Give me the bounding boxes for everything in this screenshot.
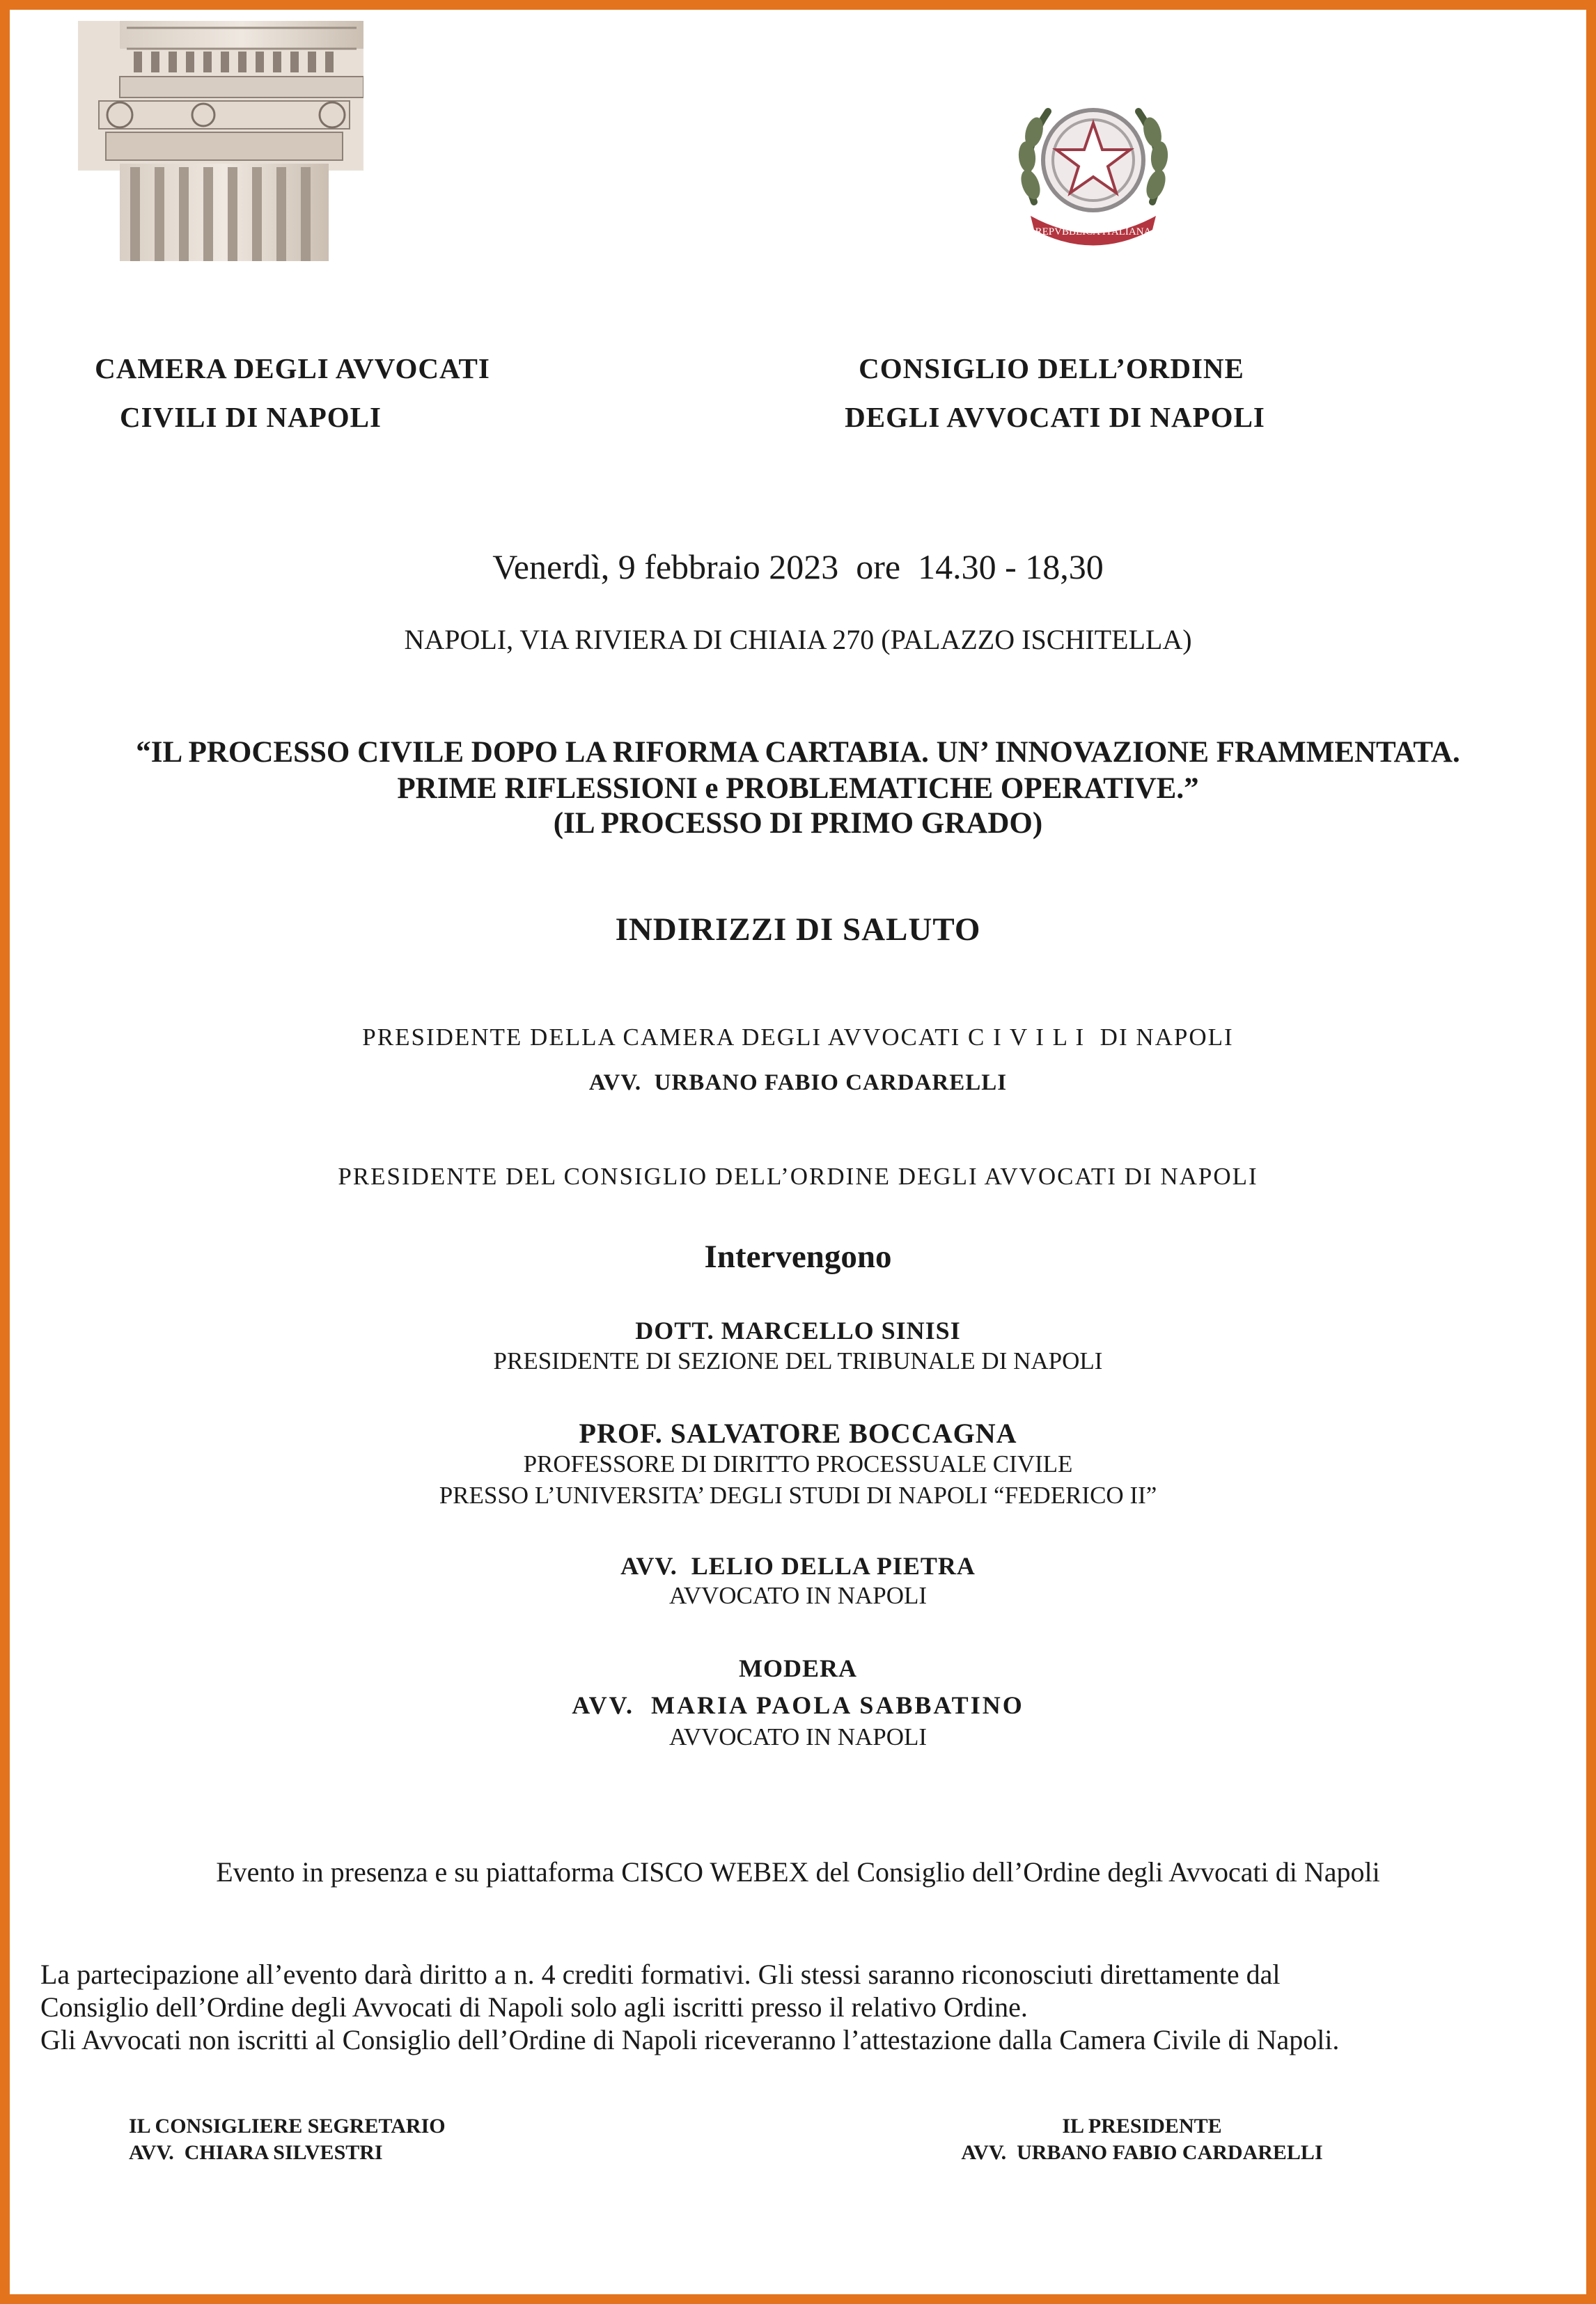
signature-right bbox=[898, 2113, 1386, 2166]
signature-right-title: IL PRESIDENTE bbox=[1062, 2115, 1222, 2138]
event-title-line2: PRIME RIFLESSIONI e PROBLEMATICHE OPERATIVE.” bbox=[397, 772, 1199, 805]
speaker-2-name: PROF. SALVATORE BOCCAGNA bbox=[579, 1418, 1017, 1449]
speaker-2-role-line1: PROFESSORE DI DIRITTO PROCESSUALE CIVILE bbox=[523, 1450, 1073, 1478]
speakers-heading: Intervengono bbox=[704, 1239, 892, 1275]
emblem-ribbon-text: REPVBBLICA ITALIANA bbox=[1035, 226, 1152, 237]
event-title-line1: “IL PROCESSO CIVILE DOPO LA RIFORMA CARTABIA. UN’ INNOVAZIONE FRAMMENTATA. bbox=[136, 736, 1460, 769]
left-header-line2: CIVILI DI NAPOLI bbox=[120, 401, 382, 433]
right-header-line2: DEGLI AVVOCATI DI NAPOLI bbox=[845, 401, 1265, 433]
speaker-3-name: AVV. LELIO DELLA PIETRA bbox=[620, 1552, 976, 1580]
right-header-line1: CONSIGLIO DELL’ORDINE bbox=[859, 352, 1244, 384]
event-date-time: Venerdì, 9 febbraio 2023 ore 14.30 - 18,30 bbox=[492, 547, 1104, 586]
speaker-1-role: PRESIDENTE DI SEZIONE DEL TRIBUNALE DI NAPOLI bbox=[493, 1347, 1103, 1374]
greetings-heading: INDIRIZZI DI SALUTO bbox=[615, 911, 981, 948]
greeting-role-2: PRESIDENTE DEL CONSIGLIO DELL’ORDINE DEGLI AVVOCATI DI NAPOLI bbox=[338, 1163, 1258, 1190]
greeting-role-1: PRESIDENTE DELLA CAMERA DEGLI AVVOCATI C I V I L I DI NAPOLI bbox=[362, 1024, 1234, 1051]
moderator-label: MODERA bbox=[739, 1654, 857, 1682]
credits-paragraph bbox=[40, 1958, 1572, 2056]
moderator-role: AVVOCATO IN NAPOLI bbox=[668, 1723, 928, 1750]
moderator-name: AVV. MARIA PAOLA SABBATINO bbox=[572, 1691, 1024, 1719]
platform-note: Evento in presenza e su piattaforma CISCO WEBEX del Consiglio dell’Ordine degli Avvocati di Napoli bbox=[216, 1856, 1380, 1888]
event-title-line3: (IL PROCESSO DI PRIMO GRADO) bbox=[553, 807, 1043, 840]
signature-right-name: AVV. URBANO FABIO CARDARELLI bbox=[961, 2141, 1323, 2164]
greeting-name-1: AVV. URBANO FABIO CARDARELLI bbox=[588, 1070, 1008, 1095]
speaker-3-role: AVVOCATO IN NAPOLI bbox=[668, 1582, 928, 1609]
italian-republic-emblem bbox=[1006, 80, 1180, 254]
column-capital-logo bbox=[78, 21, 363, 261]
speaker-2-role-line2: PRESSO L’UNIVERSITA’ DEGLI STUDI DI NAPOLI “FEDERICO II” bbox=[439, 1482, 1157, 1509]
left-header-line1: CAMERA DEGLI AVVOCATI bbox=[95, 352, 490, 384]
signature-left-name: AVV. CHIARA SILVESTRI bbox=[129, 2141, 383, 2164]
signature-left bbox=[129, 2113, 446, 2166]
event-venue: NAPOLI, VIA RIVIERA DI CHIAIA 270 (PALAZZO ISCHITELLA) bbox=[404, 624, 1192, 655]
credits-line-3: Gli Avvocati non iscritti al Consiglio dell’Ordine di Napoli riceveranno l’attestazione dalla Camera Civile di Napoli. bbox=[40, 2024, 1340, 2055]
signature-left-title: IL CONSIGLIERE SEGRETARIO bbox=[129, 2115, 446, 2138]
speaker-1-name: DOTT. MARCELLO SINISI bbox=[635, 1317, 961, 1345]
credits-line-2: Consiglio dell’Ordine degli Avvocati di Napoli solo agli iscritti presso il relativo Ordine. bbox=[40, 1991, 1028, 2023]
credits-line-1: La partecipazione all’evento darà diritto a n. 4 crediti formativi. Gli stessi saranno riconosciuti direttamente dal bbox=[40, 1959, 1281, 1990]
